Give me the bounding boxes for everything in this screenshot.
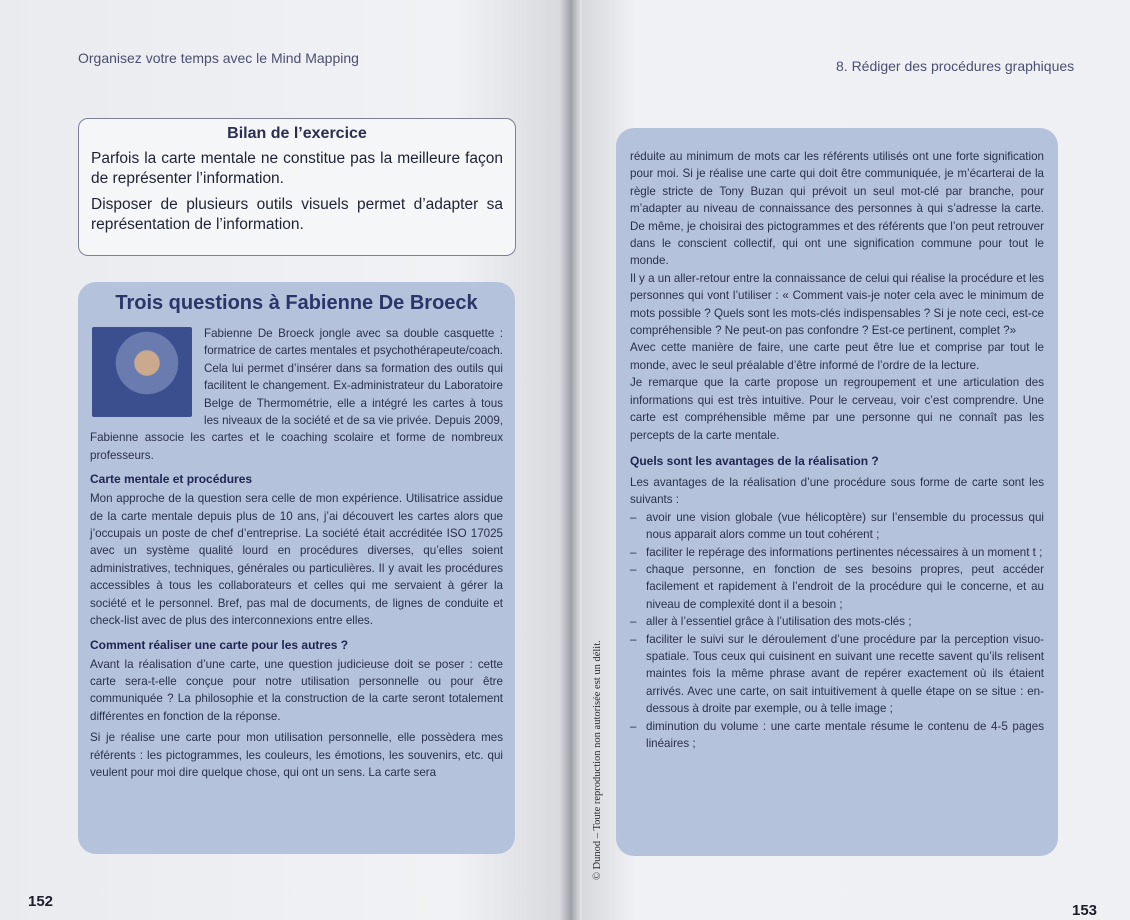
copyright-notice: © Dunod – Toute reproduction non autorisée est un délit. [592, 640, 603, 880]
avantages-intro: Les avantages de la réalisation d’une procédure sous forme de carte sont les suivants : [630, 475, 1044, 507]
interview-intro: Fabienne De Broeck jongle avec sa double casquette : formatrice de cartes mentales et psychothérapeute/coach. Cela lui permet d’insérer dans sa formation des outils qui facilitent le changement. Ex-administrateur du Laboratoire Belge de Thermométrie, elle a intégré les cartes à tous les niveaux de la société et de sa vie privée. Depuis 2009, Fabienne associe les cartes et le coaching scolaire et forme de nombreux professeurs. [90, 327, 503, 462]
paragraph-3: Avec cette manière de faire, une carte peut être lue et comprise par tout le monde, avec le seul préalable d’être informé de l’ordre de la lecture. [630, 341, 1044, 372]
bilan-paragraph-1: Parfois la carte mentale ne constitue pas la meilleure façon de représenter l’information. [91, 150, 503, 187]
section-text-realiser-2: Si je réalise une carte pour mon utilisation personnelle, elle possèdera mes référents : les pictogrammes, les couleurs, les émotions, les souvenirs, etc. qui veulent pour moi dire quelque chose, qui ont un sens. La carte sera [90, 731, 503, 779]
page-number-right: 153 [1072, 902, 1098, 919]
section-heading-realiser: Comment réaliser une carte pour les autres ? [90, 637, 349, 652]
list-item: – faciliter le repérage des informations pertinentes nécessaires à un moment t ; [630, 544, 1044, 561]
list-item: – avoir une vision globale (vue hélicoptère) sur l’ensemble du processus qui nous apparait alors comme un tout cohérent ; [630, 509, 1044, 544]
page-number-left: 152 [28, 893, 54, 910]
bilan-paragraph-2: Disposer de plusieurs outils visuels permet d’adapter sa représentation de l’information. [91, 196, 503, 233]
list-item: – diminution du volume : une carte mentale résume le contenu de 4-5 pages linéaires ; [630, 718, 1044, 753]
paragraph-2: Il y a un aller-retour entre la connaissance de celui qui réalise la procédure et les personnes qui vont l’utiliser : « Comment vais-je noter cela avec le minimum de mots possible ? Quels sont les mots-clés indispensables ? Si je note ceci, est-ce compréhensible ? Ne peut-on pas confondre ? Est-ce pertinent, complet ?» [630, 271, 1044, 338]
section-text-carte-mentale: Mon approche de la question sera celle de mon expérience. Utilisatrice assidue de la carte mentale depuis plus de 10 ans, j’ai découvert les cartes alors que j’occupais un poste de chef d’entreprise. La société était accréditée ISO 17025 avec un système qualité lourd en procédures diverses, qu’elles soient administratives, techniques, générales ou particulières. Il y avait les procédures accessibles à tous les collaborateurs et celles qui me servaient à gérer la société et le personnel. Bref, pas mal de documents, de lignes de conduite et check-list avec de plus des interconnexions entre elles. [90, 492, 503, 628]
section-heading-carte-mentale: Carte mentale et procédures [90, 472, 253, 487]
paragraph-4: Je remarque que la carte propose un regroupement et une articulation des informations qui est très intuitive. Pour le cerveau, voir c’est comprendre. Une carte est compréhensible même par une personne qui ne connaît pas les percepts de la carte mentale. [630, 376, 1044, 442]
section-text-realiser-1: Avant la réalisation d’une carte, une question judicieuse doit se poser : cette carte sera-t-elle conçue pour notre utilisation personnelle ou pour être communiquée ? La philosophie et la construction de la carte seront totalement différentes en fonction de la réponse. [90, 657, 503, 723]
list-item: – chaque personne, en fonction de ses besoins propres, peut accéder facilement et rapidement à l’endroit de la procédure qui le concerne, et au niveau de complexité dont il a besoin ; [630, 561, 1044, 613]
avantages-list [630, 509, 1044, 753]
paragraph-1: réduite au minimum de mots car les référents utilisés ont une forte signification pour moi. Si je réalise une carte qui doit être communiquée, je m’écarterai de la règle stricte de Tony Buzan qui prévoit un seul mot-clé par branche, pour m’adapter au niveau de connaissance des personnes à qui s’adresse la carte. De même, je choisirai des pictogrammes et des référents que l’on peut retrouver dans le conscient collectif, qui ont une signification commune pour tout le monde. [630, 150, 1044, 268]
interview-box [78, 282, 515, 854]
portrait-photo [92, 327, 192, 417]
bilan-box [78, 118, 516, 256]
book-gutter [560, 0, 582, 920]
interview-continuation-box [616, 128, 1058, 856]
bilan-title: Bilan de l’exercice [227, 125, 367, 142]
section-heading-avantages: Quels sont les avantages de la réalisation ? [630, 453, 879, 468]
running-head-left: Organisez votre temps avec le Mind Mapping [78, 50, 359, 66]
list-item: – aller à l’essentiel grâce à l’utilisation des mots-clés ; [630, 613, 1044, 630]
list-item: – faciliter le suivi sur le déroulement d’une procédure par la perception visuo-spatiale. Tous ceux qui cuisinent en suivant une recette savent qu’ils relisent maintes fois la même phrase avant de repérer exactement où ils étaient arrivés. Avec une carte, on sait intuitivement à quelle étape on se situe : en-dessous à droite par exemple, ou à telle image ; [630, 631, 1044, 718]
interview-title: Trois questions à Fabienne De Broeck [115, 292, 478, 314]
running-head-right: 8. Rédiger des procédures graphiques [836, 58, 1075, 74]
